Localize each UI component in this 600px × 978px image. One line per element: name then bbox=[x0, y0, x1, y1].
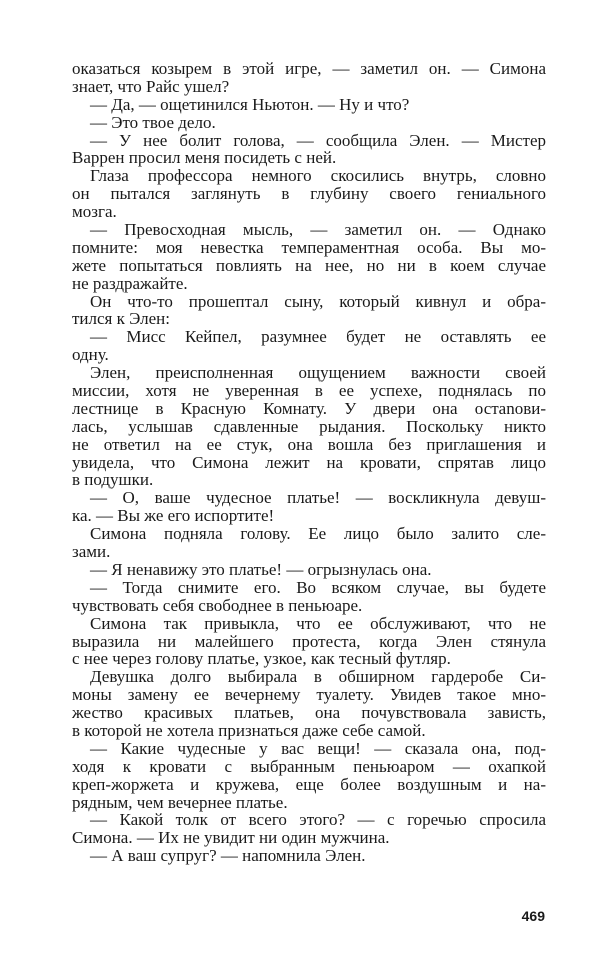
text-line: помните: моя невестка темпераментная особа. Вы мо- bbox=[72, 237, 546, 257]
text-line: ходя к кровати с выбранным пеньюаром — охапкой bbox=[72, 756, 546, 776]
text-line: — Мисс Кейпел, разумнее будет не оставлять ее bbox=[90, 327, 546, 347]
text-line: оказаться козырем в этой игре, — заметил он. — Симона bbox=[72, 59, 546, 78]
text-line: мозга. bbox=[72, 202, 117, 222]
text-line: жество красивых платьев, она почувствовала зависть, bbox=[72, 703, 546, 723]
page-number: 469 bbox=[521, 908, 545, 924]
text-line: — У нее болит голова, — сообщила Элен. — Мистер bbox=[90, 130, 546, 150]
text-line: — Превосходная мысль, — заметил он. — Однако bbox=[90, 220, 546, 240]
text-line: он пытался заглянуть в глубину своего гениального bbox=[72, 184, 546, 204]
text-line: — О, ваше чудесное платье! — воскликнула девуш- bbox=[90, 488, 546, 508]
text-line: моны замену ее вечернему туалету. Увидев такое мно- bbox=[72, 685, 546, 705]
text-line: Симона. — Их не увидит ни один мужчина. bbox=[72, 828, 390, 848]
text-line: не ответил на ее стук, она вошла без приглашения и bbox=[72, 434, 546, 454]
text-line: увидела, что Симона лежит на кровати, спрятав лицо bbox=[72, 452, 546, 472]
text-line: миссии, хотя не уверенная в ее успехе, поднялась по bbox=[72, 381, 546, 401]
text-line: одну. bbox=[72, 345, 109, 365]
text-line: — Это твое дело. bbox=[90, 112, 216, 132]
text-line: Варрен просил меня посидеть с ней. bbox=[72, 148, 337, 168]
text-line: — Какой толк от всего этого? — с горечью спросила bbox=[90, 810, 546, 830]
text-line: знает, что Райс ушел? bbox=[72, 76, 230, 96]
text-line: — А ваш супруг? — напомнила Элен. bbox=[90, 846, 366, 866]
text-line: лась, услышав сдавленные рыдания. Поскольку никто bbox=[72, 416, 546, 436]
text-line: Симона подняла голову. Ее лицо было залито сле- bbox=[90, 524, 546, 544]
text-line: ка. — Вы же его испортите! bbox=[72, 506, 275, 526]
text-line: в подушки. bbox=[72, 470, 154, 490]
text-line: жете попытаться повлиять на нее, но ни в коем случае bbox=[72, 255, 546, 275]
text-line: выразила ни малейшего протеста, когда Элен стянула bbox=[72, 631, 546, 651]
text-line: Глаза профессора немного скосились внутрь, словно bbox=[90, 166, 546, 186]
text-line: лестнице в Красную Комнату. У двери она остanови- bbox=[72, 398, 546, 418]
text-line: — Тогда снимите его. Во всяком случае, вы будете bbox=[90, 577, 546, 597]
text-line: зами. bbox=[72, 542, 111, 562]
page-text bbox=[72, 60, 546, 865]
text-line: Элен, преисполненная ощущением важности своей bbox=[90, 363, 546, 383]
text-line: Симона так привыкла, что ее обслуживают, что не bbox=[90, 613, 546, 633]
text-line: тился к Элен: bbox=[72, 309, 170, 329]
text-line: — Да, — ощетинился Ньютон. — Ну и что? bbox=[90, 94, 410, 114]
text-line: в которой не хотела признаться даже себе самой. bbox=[72, 720, 426, 740]
text-line: чувствовать себя свободнее в пеньюаре. bbox=[72, 595, 363, 615]
text-line: — Я ненавижу это платье! — огрызнулась она. bbox=[90, 559, 432, 579]
text-line: не раздражайте. bbox=[72, 273, 188, 293]
text-line: рядным, чем вечернее платье. bbox=[72, 792, 288, 812]
text-line: Девушка долго выбирала в обширном гардеробе Си- bbox=[90, 667, 546, 687]
text-line: — Какие чудесные у вас вещи! — сказала она, под- bbox=[90, 738, 546, 758]
text-line: Он что-то прошептал сыну, который кивнул и обра- bbox=[90, 291, 546, 311]
text-line: с нее через голову платье, узкое, как тесный футляр. bbox=[72, 649, 451, 669]
text-line: креп-жоржета и кружева, еще более воздушным и на- bbox=[72, 774, 546, 794]
